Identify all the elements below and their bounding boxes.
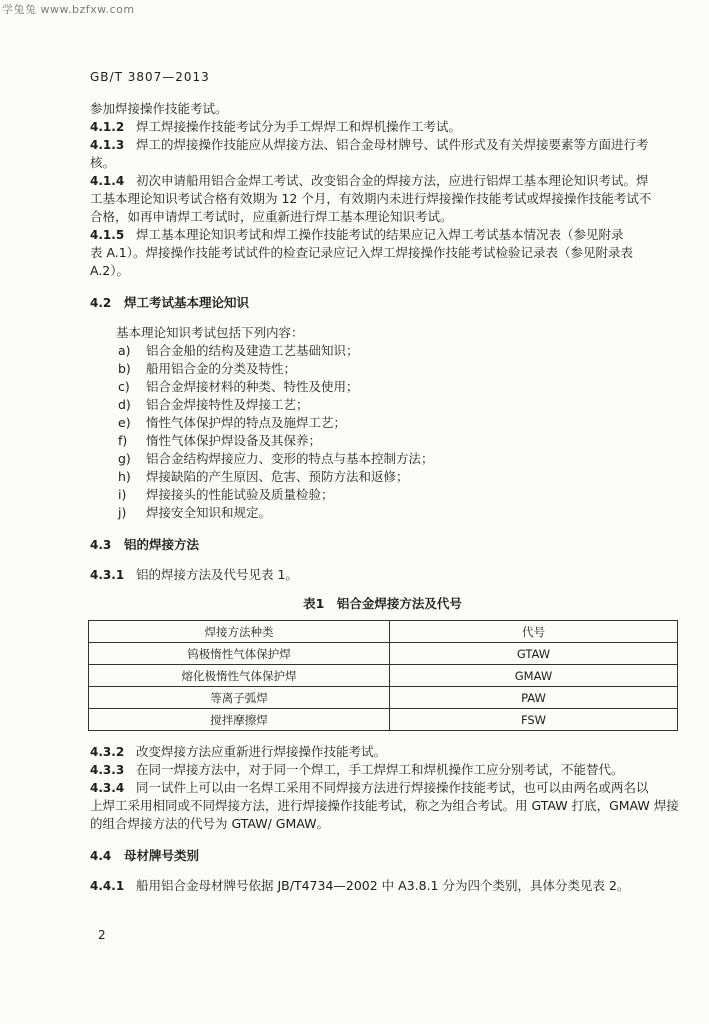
list-text: 铝合金船的结构及建造工艺基础知识； bbox=[146, 343, 359, 358]
list-label: g) bbox=[118, 451, 131, 466]
list-item bbox=[90, 360, 675, 378]
column-header: 代号 bbox=[390, 621, 678, 643]
standard-number-header: GB/T 3807—2013 bbox=[90, 70, 210, 84]
table-row bbox=[89, 709, 678, 731]
clause-number: 4.3.4 bbox=[90, 781, 125, 795]
clause-4-1-5 bbox=[90, 226, 675, 280]
table-row bbox=[89, 665, 678, 687]
clause-number: 4.1.3 bbox=[90, 138, 125, 152]
section-title: 焊工考试基本理论知识 bbox=[124, 295, 250, 310]
paragraph-text: 参加焊接操作技能考试。 bbox=[90, 101, 228, 116]
clause-text: 同一试件上可以由一名焊工采用不同焊接方法进行焊接操作技能考试，也可以由两名或两名以 bbox=[136, 780, 649, 795]
clause-text-continued: A.2）。 bbox=[90, 263, 130, 278]
list-item bbox=[90, 486, 675, 504]
clause-number: 4.3.3 bbox=[90, 763, 125, 777]
knowledge-list bbox=[90, 342, 675, 522]
clause-text-continued: 合格，如再申请焊工考试时，应重新进行焊工基本理论知识考试。 bbox=[90, 209, 453, 224]
list-item bbox=[90, 342, 675, 360]
clause-text: 焊工基本理论知识考试和焊工操作技能考试的结果应记入焊工考试基本情况表（参见附录 bbox=[136, 227, 624, 242]
section-number: 4.4 bbox=[90, 849, 112, 863]
clause-4-3-3 bbox=[90, 761, 675, 779]
list-text: 铝合金焊接材料的种类、特性及使用； bbox=[146, 379, 359, 394]
table-cell: 钨极惰性气体保护焊 bbox=[89, 643, 390, 665]
watermark: 学兔兔 www.bzfxw.com bbox=[2, 3, 135, 16]
welding-method-table bbox=[88, 620, 678, 731]
clause-4-3-4 bbox=[90, 779, 679, 833]
table-cell: 等离子弧焊 bbox=[89, 687, 390, 709]
list-text: 铝合金结构焊接应力、变形的特点与基本控制方法； bbox=[146, 451, 434, 466]
list-label: i) bbox=[118, 487, 127, 502]
section-title: 铝的焊接方法 bbox=[124, 537, 200, 552]
table-cell: GTAW bbox=[390, 643, 678, 665]
clause-4-4-1 bbox=[90, 877, 675, 895]
clause-text-continued: 上焊工采用相同或不同焊接方法，进行焊接操作技能考试，称之为组合考试。用 GTAW 打底，GMAW 焊接 bbox=[90, 798, 679, 813]
table-cell: FSW bbox=[390, 709, 678, 731]
clause-text-continued: 的组合焊接方法的代号为 GTAW/ GMAW。 bbox=[90, 816, 329, 831]
list-item bbox=[90, 378, 675, 396]
section-heading-4-4 bbox=[90, 847, 675, 865]
clause-number: 4.3.1 bbox=[90, 568, 125, 582]
table-cell: GMAW bbox=[390, 665, 678, 687]
list-label: b) bbox=[118, 361, 131, 376]
clause-4-3-1 bbox=[90, 566, 675, 584]
column-header: 焊接方法种类 bbox=[89, 621, 390, 643]
table-cell: 搅拌摩擦焊 bbox=[89, 709, 390, 731]
clause-text: 改变焊接方法应重新进行焊接操作技能考试。 bbox=[136, 744, 387, 759]
list-label: f) bbox=[118, 433, 128, 448]
list-label: a) bbox=[118, 343, 131, 358]
table-caption: 表1 铝合金焊接方法及代号 bbox=[303, 596, 462, 611]
clause-text-continued: 核。 bbox=[90, 155, 116, 170]
section-number: 4.2 bbox=[90, 296, 112, 310]
list-item bbox=[90, 396, 675, 414]
clause-text: 焊工的焊接操作技能应从焊接方法、铝合金母材牌号、试件形式及有关焊接要素等方面进行考 bbox=[136, 137, 649, 152]
section-title: 母材牌号类别 bbox=[124, 848, 200, 863]
list-label: h) bbox=[118, 469, 131, 484]
list-text: 焊接安全知识和规定。 bbox=[146, 505, 272, 520]
list-item bbox=[90, 504, 675, 522]
table-header-row bbox=[89, 621, 678, 643]
list-label: d) bbox=[118, 397, 131, 412]
list-item bbox=[90, 414, 675, 432]
clause-4-1-2 bbox=[90, 118, 675, 136]
paragraph-continuation bbox=[90, 100, 675, 118]
list-label: c) bbox=[118, 379, 130, 394]
clause-text: 焊工焊接操作技能考试分为手工焊焊工和焊机操作工考试。 bbox=[136, 119, 462, 134]
table-cell: PAW bbox=[390, 687, 678, 709]
clause-text: 铝的焊接方法及代号见表 1。 bbox=[136, 567, 298, 582]
list-item bbox=[90, 432, 675, 450]
list-item bbox=[90, 468, 675, 486]
clause-4-1-4 bbox=[90, 172, 675, 226]
section-number: 4.3 bbox=[90, 538, 112, 552]
clause-text: 在同一焊接方法中，对于同一个焊工，手工焊焊工和焊机操作工应分别考试，不能替代。 bbox=[136, 762, 624, 777]
clause-number: 4.1.2 bbox=[90, 120, 125, 134]
clause-number: 4.4.1 bbox=[90, 879, 125, 893]
clause-number: 4.3.2 bbox=[90, 745, 125, 759]
clause-4-1-3 bbox=[90, 136, 675, 172]
table-cell: 熔化极惰性气体保护焊 bbox=[89, 665, 390, 687]
list-text: 铝合金焊接特性及焊接工艺； bbox=[146, 397, 309, 412]
document-body bbox=[90, 100, 679, 895]
list-text: 船用铝合金的分类及特性； bbox=[146, 361, 297, 376]
clause-text-continued: 表 A.1）。焊接操作技能考试试件的检查记录应记入焊工焊接操作技能考试检验记录表（参见附录表 bbox=[90, 245, 633, 260]
list-label: e) bbox=[118, 415, 131, 430]
list-text: 焊接接头的性能试验及质量检验； bbox=[146, 487, 334, 502]
list-label: j) bbox=[118, 505, 127, 520]
list-text: 惰性气体保护焊设备及其保养； bbox=[146, 433, 322, 448]
section-heading-4-2 bbox=[90, 294, 675, 312]
table-row bbox=[89, 687, 678, 709]
list-text: 惰性气体保护焊的特点及施焊工艺； bbox=[146, 415, 347, 430]
clause-text: 船用铝合金母材牌号依据 JB/T4734—2002 中 A3.8.1 分为四个类别，具体分类见表 2。 bbox=[136, 878, 630, 893]
section-heading-4-3 bbox=[90, 536, 675, 554]
clause-number: 4.1.5 bbox=[90, 228, 125, 242]
list-item bbox=[90, 450, 675, 468]
clause-number: 4.1.4 bbox=[90, 174, 125, 188]
list-text: 焊接缺陷的产生原因、危害、预防方法和返修； bbox=[146, 469, 409, 484]
clause-4-3-2 bbox=[90, 743, 675, 761]
section-intro: 基本理论知识考试包括下列内容： bbox=[116, 325, 304, 340]
clause-text-continued: 工基本理论知识考试合格有效期为 12 个月，有效期内未进行焊接操作技能考试或焊接操作技能考试不 bbox=[90, 191, 652, 206]
table-row bbox=[89, 643, 678, 665]
page-number: 2 bbox=[98, 928, 106, 942]
clause-text: 初次申请船用铝合金焊工考试、改变铝合金的焊接方法，应进行铝焊工基本理论知识考试。焊 bbox=[136, 173, 649, 188]
